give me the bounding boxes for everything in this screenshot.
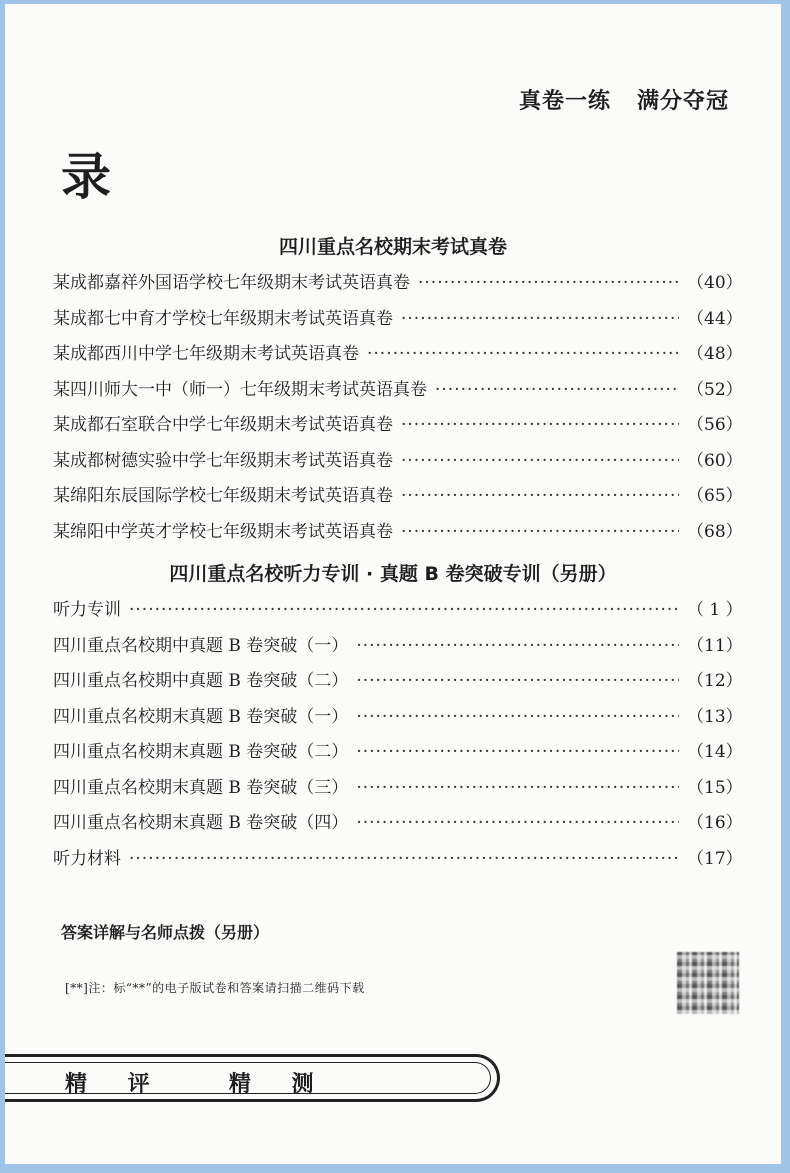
toc-list-listening xyxy=(53,595,743,879)
toc-list-exams xyxy=(53,268,743,552)
toc-entry[interactable] xyxy=(53,481,743,517)
leader-dots xyxy=(129,849,679,869)
toc-entry-title: 四川重点名校期末真题 B 卷突破（二） xyxy=(53,742,349,762)
toc-entry-title: 听力专训 xyxy=(53,600,121,620)
toc-entry[interactable] xyxy=(53,304,743,340)
toc-entry-title: 听力材料 xyxy=(53,848,121,869)
toc-entry[interactable] xyxy=(53,410,743,446)
leader-dots xyxy=(356,636,679,656)
leader-dots xyxy=(356,813,679,833)
toc-entry-title: 四川重点名校期中真题 B 卷突破（一） xyxy=(53,635,349,656)
toc-entry[interactable] xyxy=(53,268,743,304)
toc-entry-page: （ 1 ） xyxy=(687,600,743,620)
toc-entry[interactable] xyxy=(53,666,743,702)
bottom-banner xyxy=(5,1054,500,1102)
toc-entry[interactable] xyxy=(53,844,743,880)
toc-entry-title: 某绵阳东辰国际学校七年级期末考试英语真卷 xyxy=(53,486,393,506)
section-heading-exams: 四川重点名校期末考试真卷 xyxy=(278,236,507,258)
leader-dots xyxy=(401,309,679,329)
toc-entry-page: （14） xyxy=(687,742,743,762)
leader-dots xyxy=(401,486,679,506)
leader-dots xyxy=(356,778,679,798)
leader-dots xyxy=(401,451,679,471)
toc-entry-page: （56） xyxy=(687,415,743,435)
toc-entry-page: （48） xyxy=(687,344,743,364)
answer-note: 答案详解与名师点拨（另册） xyxy=(61,923,270,942)
banner-text: 精 评 精 测 xyxy=(65,1071,316,1097)
toc-entry-page: （68） xyxy=(687,521,743,542)
leader-dots xyxy=(356,742,679,762)
contents-title-char: 录 xyxy=(61,147,111,206)
document-page xyxy=(5,4,781,1164)
toc-entry[interactable] xyxy=(53,339,743,375)
leader-dots xyxy=(356,671,679,691)
toc-entry-title: 四川重点名校期末真题 B 卷突破（四） xyxy=(53,813,349,833)
toc-entry-page: （17） xyxy=(687,848,743,869)
toc-entry[interactable] xyxy=(53,517,743,553)
toc-entry-page: （12） xyxy=(687,671,743,691)
leader-dots xyxy=(401,415,679,435)
leader-dots xyxy=(401,522,679,542)
toc-entry[interactable] xyxy=(53,702,743,738)
toc-entry[interactable] xyxy=(53,595,743,631)
footnote: [**]注：标“**”的电子版试卷和答案请扫描二维码下载 xyxy=(65,981,365,995)
leader-dots xyxy=(367,344,679,364)
toc-entry[interactable] xyxy=(53,737,743,773)
toc-entry[interactable] xyxy=(53,446,743,482)
section-heading-listening: 四川重点名校听力专训 · 真题 B 卷突破专训（另册） xyxy=(169,563,617,585)
toc-entry-title: 某成都西川中学七年级期末考试英语真卷 xyxy=(53,344,359,364)
toc-entry-page: （40） xyxy=(687,273,743,293)
toc-entry-page: （16） xyxy=(687,813,743,833)
toc-entry-title: 某四川师大一中（师一）七年级期末考试英语真卷 xyxy=(53,379,427,400)
toc-entry-page: （65） xyxy=(687,486,743,506)
toc-entry-page: （52） xyxy=(687,379,743,400)
toc-entry-title: 某成都七中育才学校七年级期末考试英语真卷 xyxy=(53,308,393,329)
toc-entry-page: （13） xyxy=(687,706,743,727)
qr-code-icon[interactable] xyxy=(677,952,739,1014)
toc-entry-title: 四川重点名校期末真题 B 卷突破（一） xyxy=(53,706,349,727)
toc-entry[interactable] xyxy=(53,773,743,809)
toc-entry-page: （60） xyxy=(687,450,743,471)
toc-entry-page: （15） xyxy=(687,777,743,798)
toc-entry-page: （11） xyxy=(687,635,743,656)
toc-entry-title: 四川重点名校期末真题 B 卷突破（三） xyxy=(53,777,349,798)
leader-dots xyxy=(356,707,679,727)
leader-dots xyxy=(129,600,679,620)
toc-entry-title: 某成都石室联合中学七年级期末考试英语真卷 xyxy=(53,415,393,435)
toc-entry-title: 某绵阳中学英才学校七年级期末考试英语真卷 xyxy=(53,521,393,542)
leader-dots xyxy=(418,273,679,293)
toc-entry-page: （44） xyxy=(687,308,743,329)
toc-entry-title: 某成都树德实验中学七年级期末考试英语真卷 xyxy=(53,450,393,471)
toc-entry[interactable] xyxy=(53,375,743,411)
toc-entry[interactable] xyxy=(53,808,743,844)
toc-entry-title: 四川重点名校期中真题 B 卷突破（二） xyxy=(53,671,349,691)
toc-entry-title: 某成都嘉祥外国语学校七年级期末考试英语真卷 xyxy=(53,273,410,293)
header-title: 真卷一练 满分夺冠 xyxy=(519,88,729,114)
leader-dots xyxy=(435,380,679,400)
toc-entry[interactable] xyxy=(53,631,743,667)
